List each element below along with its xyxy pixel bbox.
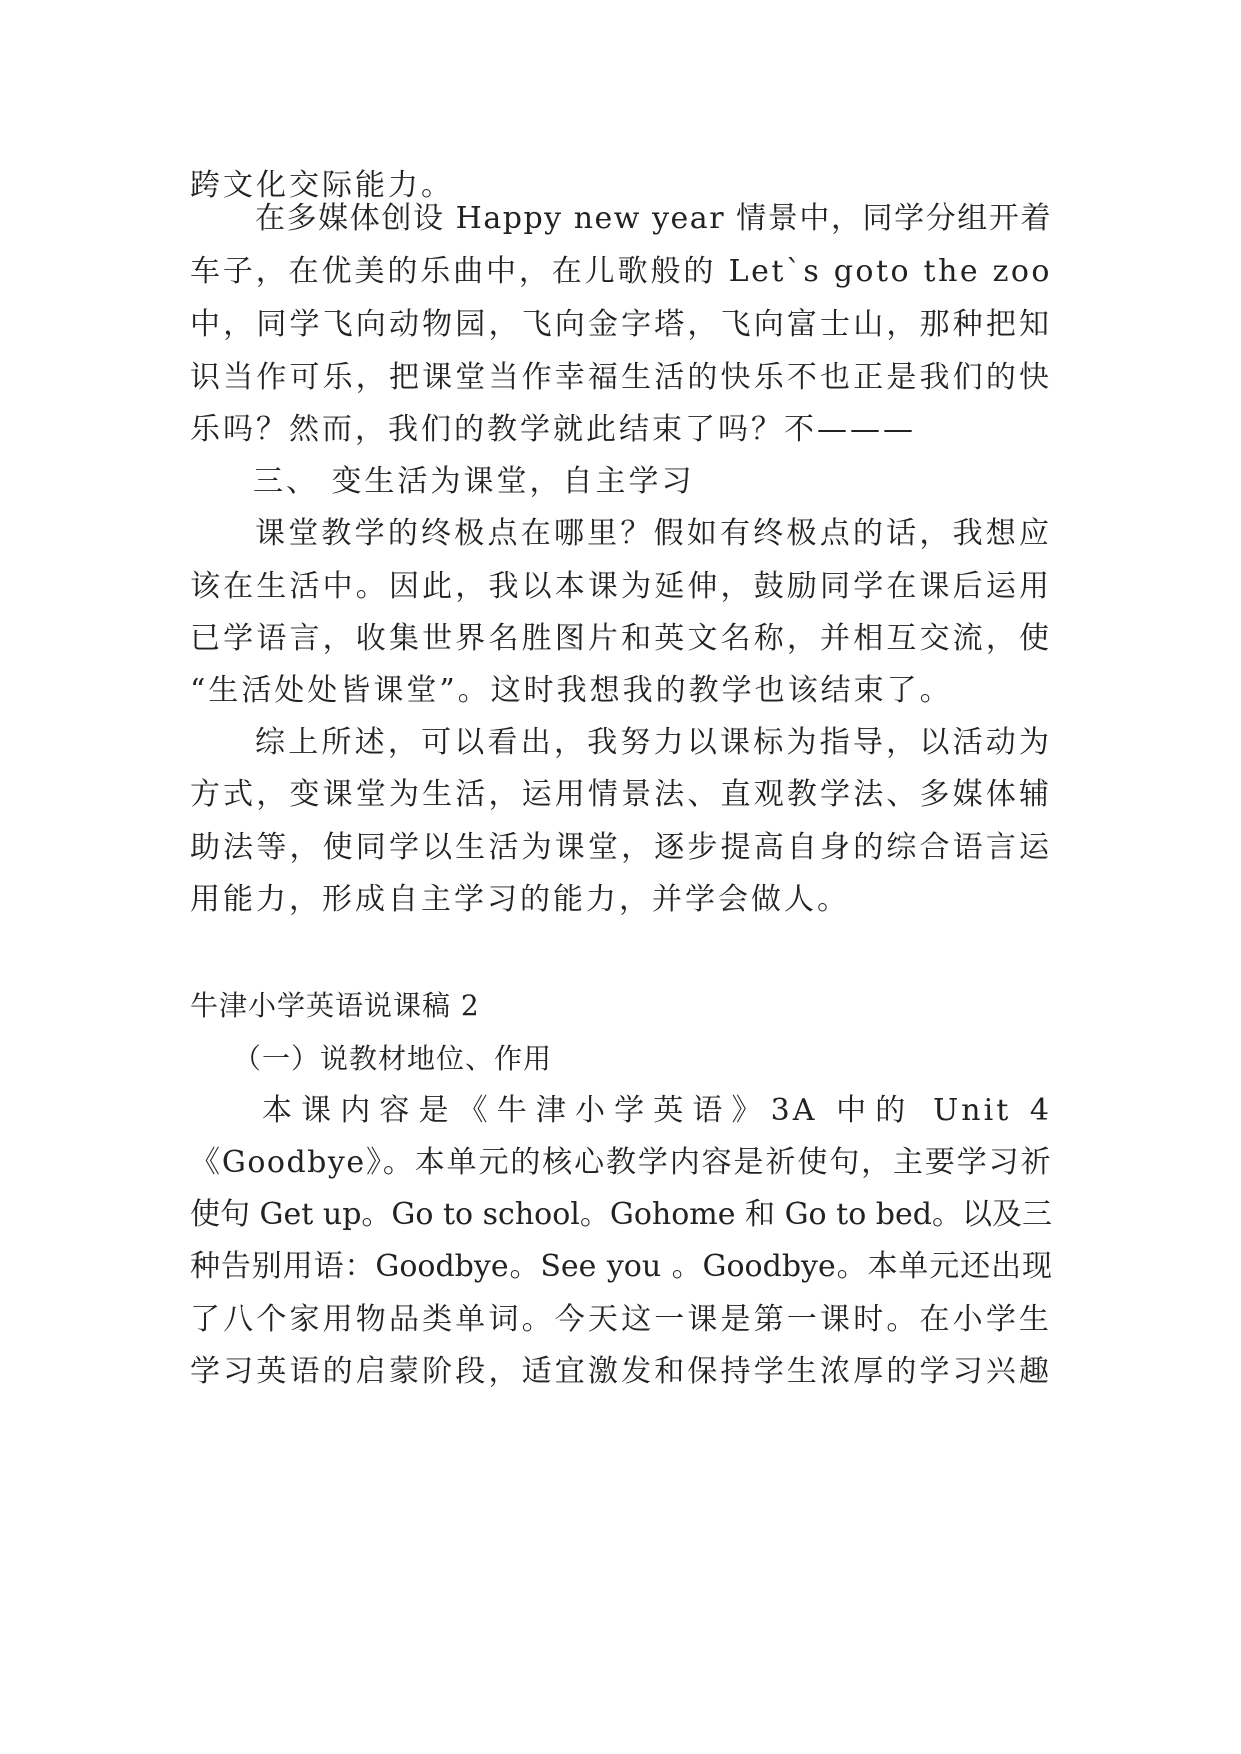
body-line: “生活处处皆课堂”。这时我想我的教学也该结束了。 <box>190 673 953 708</box>
body-line: 在多媒体创设 Happy new year 情景中，同学分组开着 <box>255 201 1052 236</box>
body-line: 了八个家用物品类单词。今天这一课是第一课时。在小学生 <box>190 1302 1052 1337</box>
body-line: 使句 Get up。Go to school。Gohome 和 Go to bed。以及三 <box>190 1197 1052 1232</box>
body-line: 学习英语的启蒙阶段，适宜激发和保持学生浓厚的学习兴趣 <box>190 1354 1052 1389</box>
body-line: 识当作可乐，把课堂当作幸福生活的快乐不也正是我们的快 <box>190 360 1052 395</box>
section-subheading: 三、 变生活为课堂，自主学习 <box>253 464 695 499</box>
body-line: 综上所述，可以看出，我努力以课标为指导，以活动为 <box>255 725 1052 760</box>
body-line: 课堂教学的终极点在哪里？假如有终极点的话，我想应 <box>255 516 1052 551</box>
body-line: 本课内容是《牛津小学英语》3A 中的 Unit 4 <box>262 1093 1052 1128</box>
body-line: 乐吗？然而，我们的教学就此结束了吗？不——— <box>190 412 916 447</box>
body-line: 用能力，形成自主学习的能力，并学会做人。 <box>190 882 850 917</box>
body-line: 助法等，使同学以生活为课堂，逐步提高自身的综合语言运 <box>190 830 1052 865</box>
body-line: 该在生活中。因此，我以本课为延伸，鼓励同学在课后运用 <box>190 569 1052 604</box>
body-line: 车子，在优美的乐曲中，在儿歌般的 Let`s goto the zoo <box>190 254 1052 289</box>
body-line: 方式，变课堂为生活，运用情景法、直观教学法、多媒体辅 <box>190 777 1052 812</box>
body-line: 《Goodbye》。本单元的核心教学内容是祈使句，主要学习祈 <box>190 1145 1052 1180</box>
body-line: 跨文化交际能力。 <box>190 168 454 203</box>
section-subheading: （一）说教材地位、作用 <box>233 1042 553 1075</box>
body-line: 种告别用语：Goodbye。See you 。Goodbye。本单元还出现 <box>190 1249 1052 1284</box>
body-line: 已学语言，收集世界名胜图片和英文名称，并相互交流，使 <box>190 621 1052 656</box>
body-line: 中，同学飞向动物园，飞向金字塔，飞向富士山，那种把知 <box>190 307 1052 342</box>
section-title: 牛津小学英语说课稿 2 <box>190 989 480 1022</box>
